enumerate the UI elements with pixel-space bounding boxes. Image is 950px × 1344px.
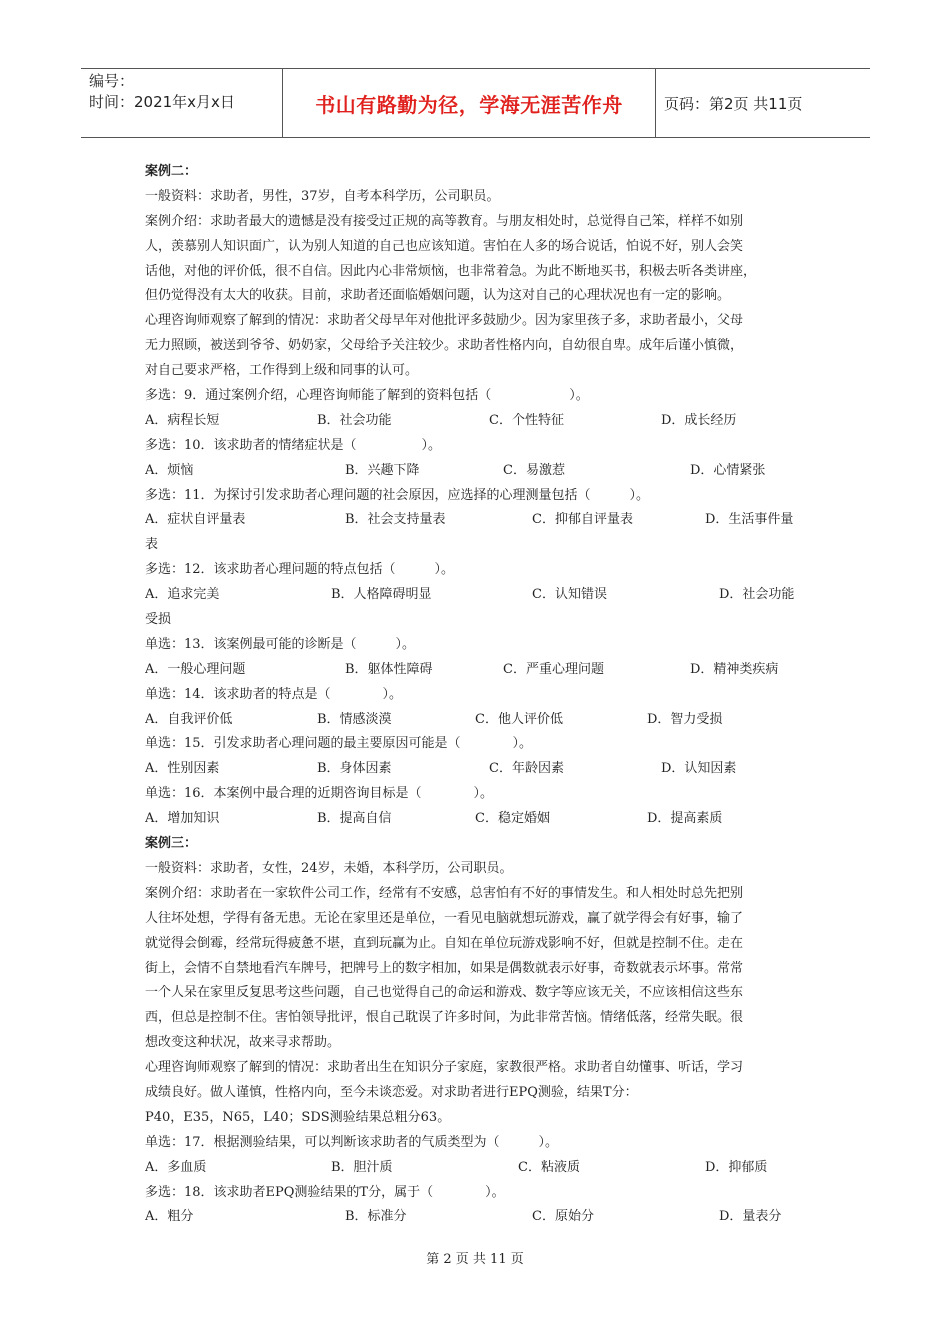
option-d: D．社会功能 <box>719 587 795 603</box>
paragraph-line: 街上，会情不自禁地看汽车牌号，把牌号上的数字相加，如果是偶数就表示好事，奇数就表示坏事。常常 <box>145 960 744 976</box>
paragraph-line: 心理咨询师观察了解到的情况：求助者出生在知识分子家庭，家教很严格。求助者自幼懂事、听话，学习 <box>145 1060 744 1076</box>
question-12: 多选：12．该求助者心理问题的特点包括（ ）。 <box>145 562 455 578</box>
header-page-cell <box>656 69 870 137</box>
header-motto-cell <box>282 69 656 137</box>
option-d: D．智力受损 <box>647 711 723 727</box>
question-15: 单选：15．引发求助者心理问题的最主要原因可能是（ ）。 <box>145 736 533 752</box>
option-a: A．粗分 <box>145 1209 194 1225</box>
document-date: 时间：2021年x月x日 <box>89 93 235 111</box>
options-q11 <box>145 508 810 533</box>
option-b: B．兴趣下降 <box>345 462 420 478</box>
options-q15 <box>145 757 810 782</box>
option-c: C．严重心理问题 <box>503 661 604 677</box>
option-a: A．性别因素 <box>145 761 220 777</box>
options-q10 <box>145 459 810 484</box>
question-14: 单选：14．该求助者的特点是（ ）。 <box>145 686 403 702</box>
option-a: A．多血质 <box>145 1159 207 1175</box>
paragraph-line: 案例介绍：求助者最大的遗憾是没有接受过正规的高等教育。与朋友相处时，总觉得自己笨，样样不如别 <box>145 213 744 229</box>
header-meta <box>81 69 282 137</box>
paragraph-line: 人往坏处想，学得有备无患。无论在家里还是单位，一看见电脑就想玩游戏，赢了就学得会有好事，输了 <box>145 910 744 926</box>
option-c: C．粘液质 <box>518 1159 580 1175</box>
paragraph-line: 就觉得会倒霉，经常玩得疲惫不堪，直到玩赢为止。自知在单位玩游戏影响不好，但就是控制不住。走在 <box>145 935 744 951</box>
option-d: D．成长经历 <box>661 412 737 428</box>
option-a: A．一般心理问题 <box>145 661 246 677</box>
page-footer: 第 2 页 共 11 页 <box>426 1252 524 1267</box>
page-header <box>81 68 870 138</box>
paragraph-line: 心理咨询师观察了解到的情况：求助者父母早年对他批评多鼓励少。因为家里孩子多，求助者最小，父母 <box>145 313 744 329</box>
option-c: C．易激惹 <box>503 462 565 478</box>
option-b: B．提高自信 <box>317 811 392 827</box>
option-wrap: 表 <box>145 537 159 553</box>
options-q9 <box>145 409 810 434</box>
options-q14 <box>145 708 810 733</box>
paragraph-line: 想改变这种状况，故来寻求帮助。 <box>145 1035 341 1051</box>
motto: 书山有路勤为径，学海无涯苦作舟 <box>315 92 623 117</box>
option-c: C．年龄因素 <box>489 761 564 777</box>
option-d: D．抑郁质 <box>705 1159 768 1175</box>
option-d: D．心情紧张 <box>690 462 766 478</box>
paragraph-line: 无力照顾，被送到爷爷、奶奶家，父母给予关注较少。求助者性格内向，自幼很自卑。成年后谨小慎微， <box>145 338 744 354</box>
option-c: C．个性特征 <box>489 412 564 428</box>
question-16: 单选：16．本案例中最合理的近期咨询目标是（ ）。 <box>145 786 494 802</box>
paragraph-line: 话他，对他的评价低，很不自信。因此内心非常烦恼，也非常着急。为此不断地买书，积极去听各类讲座， <box>145 263 757 279</box>
page-indicator: 页码：第2页 共11页 <box>664 94 803 113</box>
question-9: 多选：9．通过案例介绍，心理咨询师能了解到的资料包括（ ）。 <box>145 388 589 404</box>
document-number: 编号： <box>89 72 135 90</box>
option-d: D．认知因素 <box>661 761 737 777</box>
option-d: D．精神类疾病 <box>690 661 779 677</box>
options-q18 <box>145 1205 810 1230</box>
question-11: 多选：11．为探讨引发求助者心理问题的社会原因，应选择的心理测量包括（ ）。 <box>145 487 650 503</box>
option-c: C．认知错误 <box>532 587 607 603</box>
options-q16 <box>145 807 810 832</box>
option-d: D．量表分 <box>719 1209 782 1225</box>
option-a: A．增加知识 <box>145 811 220 827</box>
option-b: B．躯体性障碍 <box>345 661 433 677</box>
paragraph-line: 一般资料：求助者，男性，37岁，自考本科学历，公司职员。 <box>145 188 500 204</box>
option-b: B．人格障碍明显 <box>331 587 432 603</box>
case-heading: 案例二： <box>145 164 198 179</box>
option-c: C．稳定婚姻 <box>475 811 550 827</box>
paragraph-line: 案例介绍：求助者在一家软件公司工作，经常有不安感，总害怕有不好的事情发生。和人相处时总先把别 <box>145 885 744 901</box>
option-b: B．情感淡漠 <box>317 711 392 727</box>
option-c: C．他人评价低 <box>475 711 563 727</box>
option-b: B．社会功能 <box>317 412 392 428</box>
question-17: 单选：17．根据测验结果，可以判断该求助者的气质类型为（ ）。 <box>145 1134 559 1150</box>
question-18: 多选：18．该求助者EPQ测验结果的T分，属于（ ）。 <box>145 1184 505 1200</box>
option-a: A．追求完美 <box>145 587 220 603</box>
option-a: A．自我评价低 <box>145 711 233 727</box>
option-a: A．烦恼 <box>145 462 194 478</box>
options-q13 <box>145 658 810 683</box>
option-b: B．胆汁质 <box>331 1159 393 1175</box>
options-q12 <box>145 583 810 608</box>
paragraph-line: 但仍觉得没有太大的收获。目前，求助者还面临婚姻问题，认为这对自己的心理状况也有一定的影响。 <box>145 288 731 304</box>
option-a: A．病程长短 <box>145 412 220 428</box>
question-10: 多选：10．该求助者的情绪症状是（ ）。 <box>145 437 442 453</box>
option-c: C．抑郁自评量表 <box>532 512 633 528</box>
option-b: B．身体因素 <box>317 761 392 777</box>
option-c: C．原始分 <box>532 1209 594 1225</box>
paragraph-line: 西，但总是控制不住。害怕领导批评，恨自己耽误了许多时间，为此非常苦恼。情绪低落，经常失眠。很 <box>145 1010 744 1026</box>
paragraph-line: 成绩良好。做人谨慎，性格内向，至今未谈恋爱。对求助者进行EPQ测验，结果T分： <box>145 1084 638 1100</box>
paragraph-line: 对自己要求严格，工作得到上级和同事的认可。 <box>145 363 419 379</box>
paragraph-line: 一个人呆在家里反复思考这些问题，自己也觉得自己的命运和游戏、数字等应该无关，不应该相信这些东 <box>145 985 744 1001</box>
option-d: D．提高素质 <box>647 811 723 827</box>
case-heading: 案例三： <box>145 836 198 852</box>
paragraph-line: P40，E35，N65，L40；SDS测验结果总粗分63。 <box>145 1109 451 1125</box>
paragraph-line: 一般资料：求助者，女性，24岁，未婚，本科学历，公司职员。 <box>145 860 513 876</box>
question-13: 单选：13．该案例最可能的诊断是（ ）。 <box>145 636 416 652</box>
option-wrap: 受损 <box>145 612 172 628</box>
option-d: D．生活事件量 <box>705 512 794 528</box>
options-q17 <box>145 1156 810 1181</box>
option-b: B．社会支持量表 <box>345 512 446 528</box>
option-a: A．症状自评量表 <box>145 512 246 528</box>
paragraph-line: 人，羡慕别人知识面广，认为别人知道的自己也应该知道。害怕在人多的场合说话，怕说不好，别人会笑 <box>145 238 744 254</box>
document-body <box>145 160 810 1230</box>
option-b: B．标准分 <box>345 1209 407 1225</box>
